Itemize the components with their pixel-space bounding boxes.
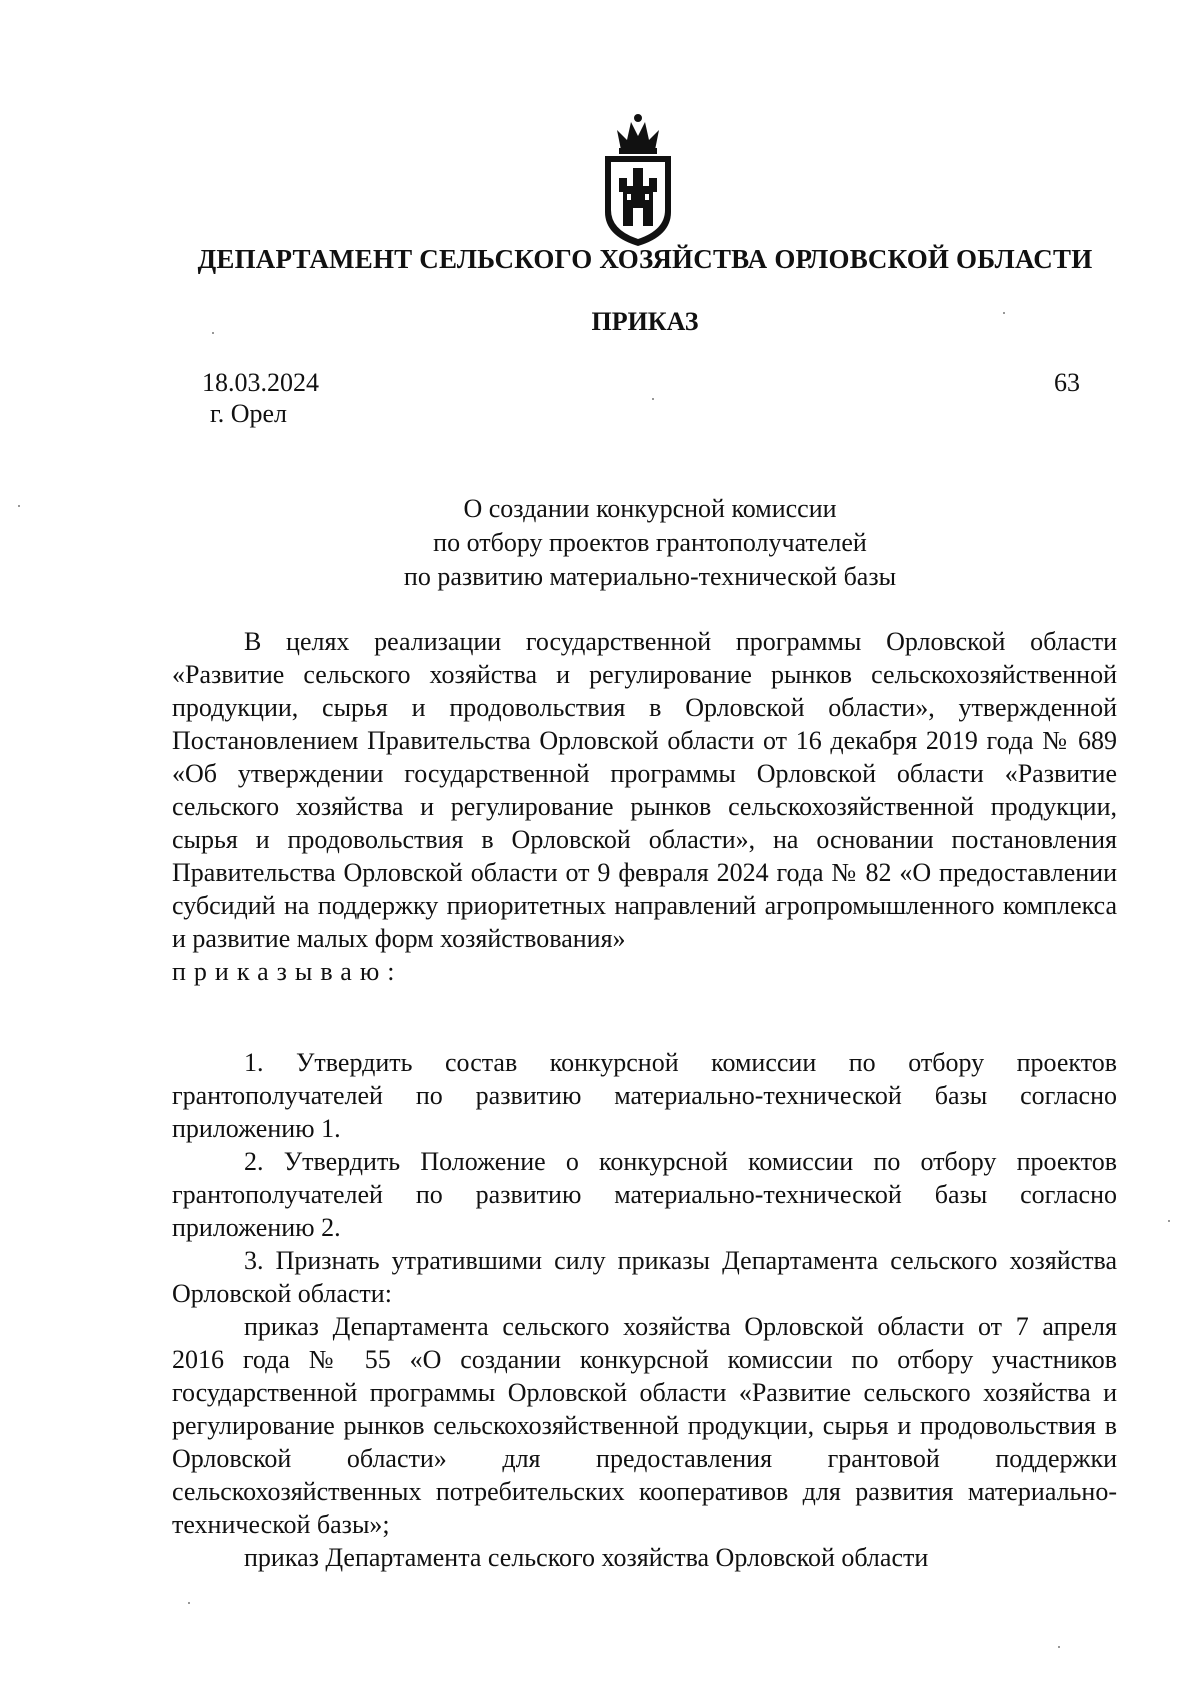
order-item: 1. Утвердить состав конкурсной комиссии по отбору проектов грантополучателей по развитию материально-технической базы согласно приложению 1. <box>172 1048 1117 1143</box>
order-item: 3. Признать утратившими силу приказы Департамента сельского хозяйства Орловской области: <box>172 1246 1117 1308</box>
preamble-paragraph: В целях реализации государственной программы Орловской области «Развитие сельского хозяйства и регулирование рынков сельскохозяйственной продукции, сырья и продовольствия в Орловской области», утвержденной Постановлением Правительства Орловской области от 16 декабря 2019 года № 689 «Об утверждении государственной программы Орловской области «Развитие сельского хозяйства и регулирование рынков сельскохозяйственной продукции, сырья и продовольствия в Орловской области», на основании постановления Правительства Орловской области от 9 февраля 2024 года № 82 «О предоставлении субсидий на поддержку приоритетных направлений агропромышленного комплекса и развитие малых форм хозяйствования» <box>172 627 1117 953</box>
order-word: приказываю: <box>172 957 403 986</box>
subject-line: по развитию материально-технической базы <box>403 562 897 591</box>
order-item: 2. Утвердить Положение о конкурсной комиссии по отбору проектов грантополучателей по развитию материально-технической базы согласно приложению 2. <box>172 1147 1117 1242</box>
scan-speck <box>1168 1220 1170 1222</box>
document-subject <box>300 492 1000 594</box>
scan-speck <box>18 505 20 507</box>
department-title: ДЕПАРТАМЕНТ СЕЛЬСКОГО ХОЗЯЙСТВА ОРЛОВСКОЙ ОБЛАСТИ <box>197 244 1093 274</box>
order-items <box>172 1046 1117 1574</box>
order-subitem: приказ Департамента сельского хозяйства Орловской области от 7 апреля 2016 года № 55 «О создании конкурсной комиссии по отбору участников государственной программы Орловской области «Развитие сельского хозяйства и регулирование рынков сельскохозяйственной продукции, сырья и продовольствия в Орловской области» для предоставления грантовой поддержки сельскохозяйственных потребительских кооперативов для развития материально-технической базы»; <box>172 1312 1117 1539</box>
scan-speck <box>212 332 214 334</box>
subject-line: по отбору проектов грантополучателей <box>433 528 867 557</box>
coat-of-arms-icon <box>597 112 679 248</box>
preamble-block <box>172 625 1117 988</box>
order-subitem: приказ Департамента сельского хозяйства Орловской области <box>244 1543 929 1572</box>
scan-speck <box>188 1602 190 1604</box>
scan-speck <box>652 398 654 400</box>
subject-line: О создании конкурсной комиссии <box>463 494 837 523</box>
document-number: 63 <box>1054 368 1080 397</box>
scan-speck <box>1058 1646 1060 1648</box>
document-city: г. Орел <box>210 399 288 428</box>
document-type: ПРИКАЗ <box>591 307 699 336</box>
document-date: 18.03.2024 <box>202 368 319 397</box>
scan-speck <box>1003 312 1005 314</box>
